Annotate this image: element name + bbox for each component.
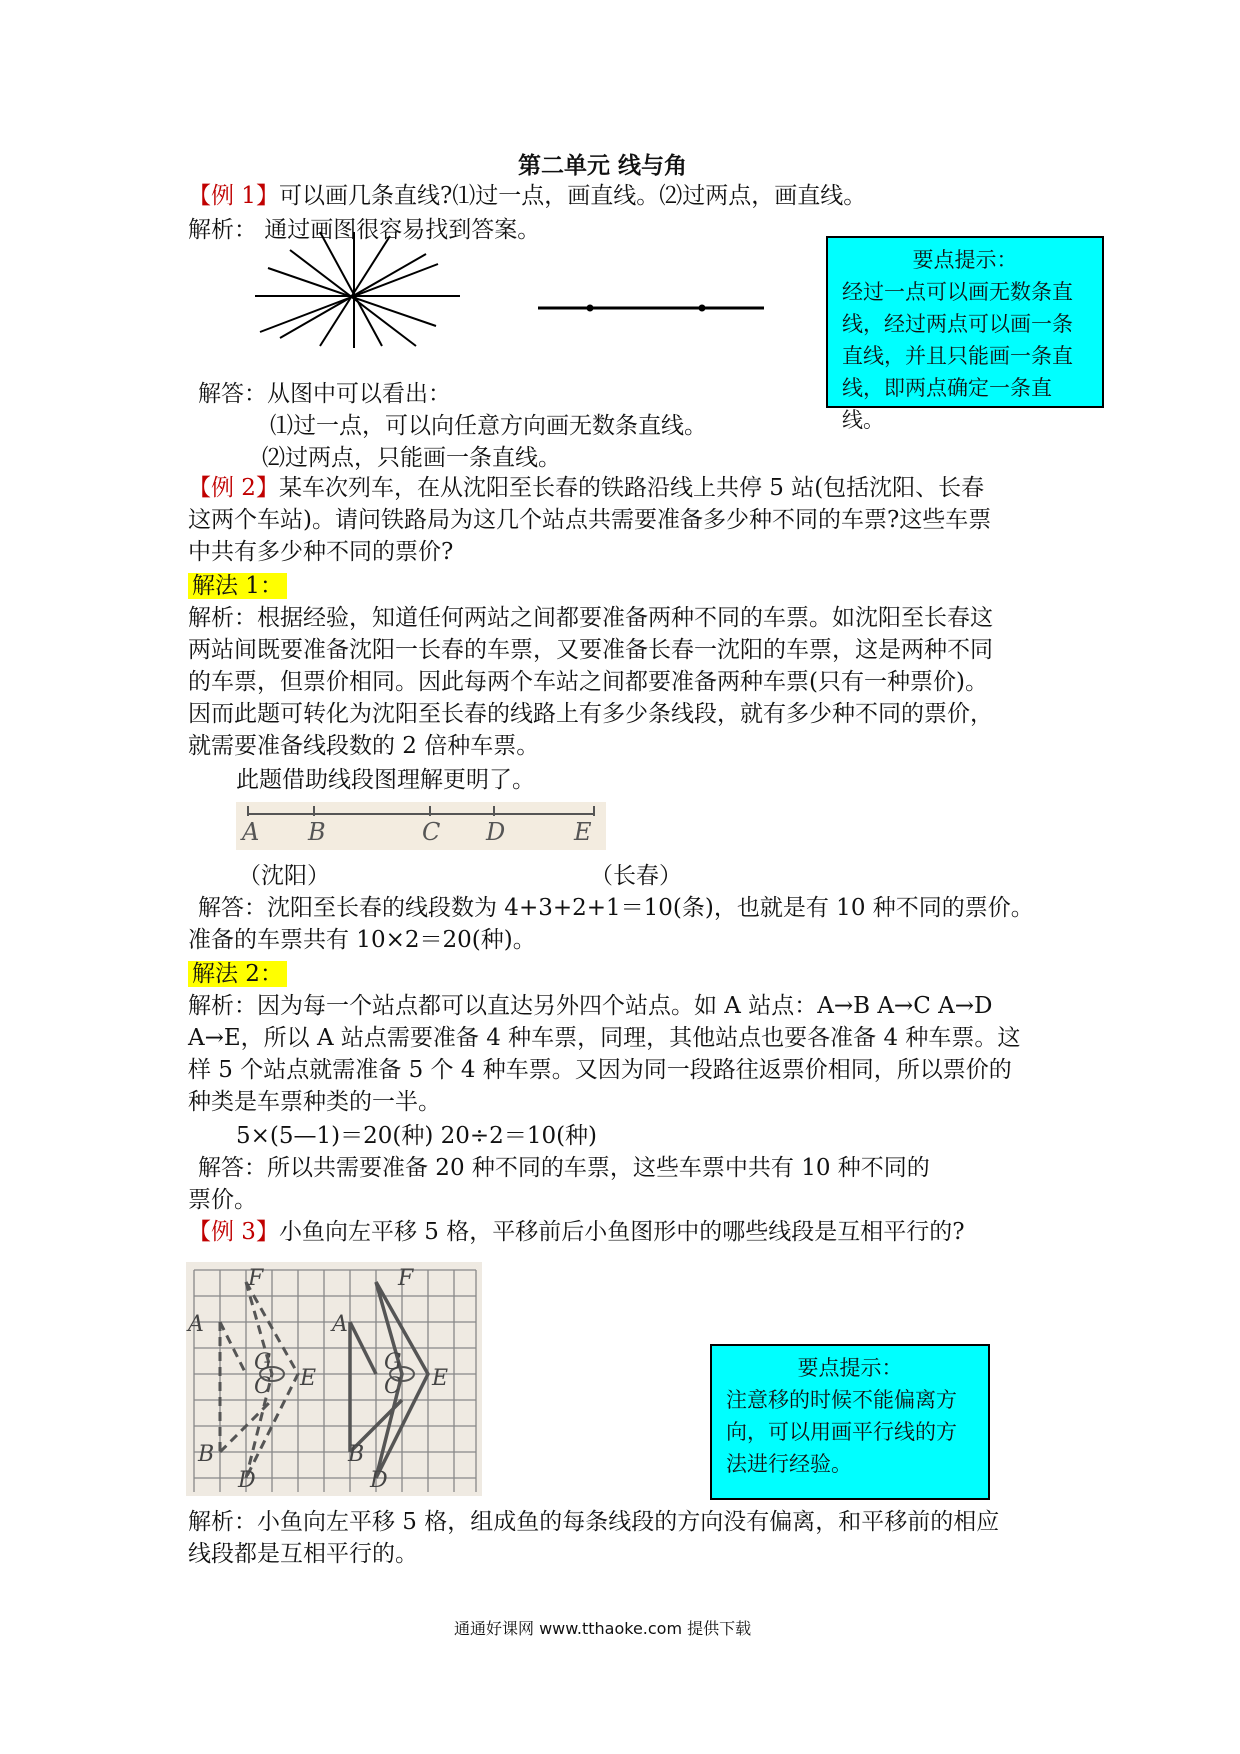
method-2-answer-2: 票价。 xyxy=(188,1187,257,1213)
method-1-line: 因而此题可转化为沈阳至长春的线路上有多少条线段，就有多少种不同的票价， xyxy=(188,701,993,727)
grid-label: E xyxy=(432,1366,449,1391)
tip-2-line: 注意移的时候不能偏离方 xyxy=(726,1388,957,1412)
tip-2-line: 法进行经验。 xyxy=(726,1452,852,1476)
tip-box-2 xyxy=(710,1344,990,1500)
grid-label: F xyxy=(398,1266,414,1291)
example-2-question xyxy=(188,472,984,504)
grid-label: G xyxy=(254,1350,272,1375)
grid-label: B xyxy=(348,1442,365,1467)
grid-label: D xyxy=(370,1468,388,1493)
tip-1-line: 线，经过两点可以画一条 xyxy=(842,312,1073,336)
example-1-answer-intro: 解答：从图中可以看出： xyxy=(198,381,451,407)
method-2-line: 解析：因为每一个站点都可以直达另外四个站点。如 A 站点：A→B A→C A→D xyxy=(188,993,993,1019)
segment-point-label: B xyxy=(308,818,326,846)
grid-label: A xyxy=(332,1312,348,1337)
tip-1-line: 直线，并且只能画一条直 xyxy=(842,344,1073,368)
fish-grid-figure xyxy=(186,1262,482,1496)
example-3-question xyxy=(188,1216,965,1248)
tip-2-title: 要点提示： xyxy=(797,1356,903,1380)
page-title: 第二单元 线与角 xyxy=(518,153,688,179)
grid-label: C xyxy=(384,1374,401,1399)
segment-point-label: E xyxy=(574,818,592,846)
example-3-analysis-2: 线段都是互相平行的。 xyxy=(188,1541,418,1567)
lines-through-point-figure xyxy=(250,228,470,348)
grid-label: F xyxy=(248,1266,264,1291)
footer-text: 通通好课网 www.tthaoke.com 提供下载 xyxy=(454,1619,752,1638)
grid-label: G xyxy=(384,1350,402,1375)
example-2-text-line: 某车次列车，在从沈阳至长春的铁路沿线上共停 5 站(包括沈阳、长春 xyxy=(278,475,985,501)
method-2-line: A→E，所以 A 站点需要准备 4 种车票，同理，其他站点也要各准备 4 种车票。这 xyxy=(188,1025,1021,1051)
method-2-label: 解法 2： xyxy=(188,958,287,990)
method-1-answer-2: 准备的车票共有 10×2＝20(种)。 xyxy=(188,927,536,953)
segment-point-label: A xyxy=(242,818,260,846)
method-2-line: 样 5 个站点就需准备 5 个 4 种车票。又因为同一段路往返票价相同，所以票价的 xyxy=(188,1057,1012,1083)
tip-2-line: 向，可以用画平行线的方 xyxy=(726,1420,957,1444)
method-1-line: 两站间既要准备沈阳一长春的车票，又要准备长春一沈阳的车票，这是两种不同 xyxy=(188,637,993,663)
example-1-answer-2: ⑵过两点，只能画一条直线。 xyxy=(262,445,561,471)
method-1-answer-1: 解答：沈阳至长春的线段数为 4+3+2+1＝10(条)，也就是有 10 种不同的票价。 xyxy=(198,895,1034,921)
method-2-formula: 5×(5—1)＝20(种) 20÷2＝10(种) xyxy=(236,1123,598,1149)
tip-1-line: 经过一点可以画无数条直 xyxy=(842,280,1073,304)
segment-point-label: D xyxy=(486,818,506,846)
method-1-line: 解析：根据经验，知道任何两站之间都要准备两种不同的车票。如沈阳至长春这 xyxy=(188,605,993,631)
example-2-label: 【例 2】 xyxy=(188,475,279,501)
example-2-text-line: 中共有多少种不同的票价? xyxy=(188,539,454,565)
example-1-analysis: 解析： 通过画图很容易找到答案。 xyxy=(188,217,541,243)
method-1-label: 解法 1： xyxy=(188,570,287,602)
example-3-analysis-1: 解析：小鱼向左平移 5 格，组成鱼的每条线段的方向没有偏离，和平移前的相应 xyxy=(188,1509,1000,1535)
tip-1-title: 要点提示： xyxy=(912,248,1018,272)
grid-label: B xyxy=(198,1442,215,1467)
example-1-answer-1: ⑴过一点，可以向任意方向画无数条直线。 xyxy=(270,413,707,439)
segment-diagram xyxy=(236,802,606,850)
method-1-aid: 此题借助线段图理解更明了。 xyxy=(236,767,535,793)
tip-1-line: 线，即两点确定一条直线。 xyxy=(842,376,1052,432)
grid-label: C xyxy=(254,1374,271,1399)
example-1-question xyxy=(188,180,866,212)
segment-point-label: C xyxy=(422,818,441,846)
segment-left-label: （沈阳） xyxy=(238,863,330,889)
method-1-line: 就需要准备线段数的 2 倍种车票。 xyxy=(188,733,540,759)
tip-box-1 xyxy=(826,236,1104,432)
method-2-answer-1: 解答：所以共需要准备 20 种不同的车票，这些车票中共有 10 种不同的 xyxy=(198,1155,930,1181)
example-1-label: 【例 1】 xyxy=(188,183,279,209)
method-2-line: 种类是车票种类的一半。 xyxy=(188,1089,441,1115)
segment-right-label: （长春） xyxy=(590,863,682,889)
method-1-line: 的车票，但票价相同。因此每两个车站之间都要准备两种车票(只有一种票价)。 xyxy=(188,669,988,695)
line-through-two-points-figure xyxy=(536,298,766,318)
example-1-text: 可以画几条直线?⑴过一点，画直线。⑵过两点，画直线。 xyxy=(278,183,867,209)
grid-label: A xyxy=(188,1312,204,1337)
grid-label: E xyxy=(300,1366,317,1391)
example-2-text-line: 这两个车站)。请问铁路局为这几个站点共需要准备多少种不同的车票?这些车票 xyxy=(188,507,992,533)
grid-label: D xyxy=(238,1468,256,1493)
example-3-text: 小鱼向左平移 5 格，平移前后小鱼图形中的哪些线段是互相平行的? xyxy=(278,1219,965,1245)
example-3-label: 【例 3】 xyxy=(188,1219,279,1245)
